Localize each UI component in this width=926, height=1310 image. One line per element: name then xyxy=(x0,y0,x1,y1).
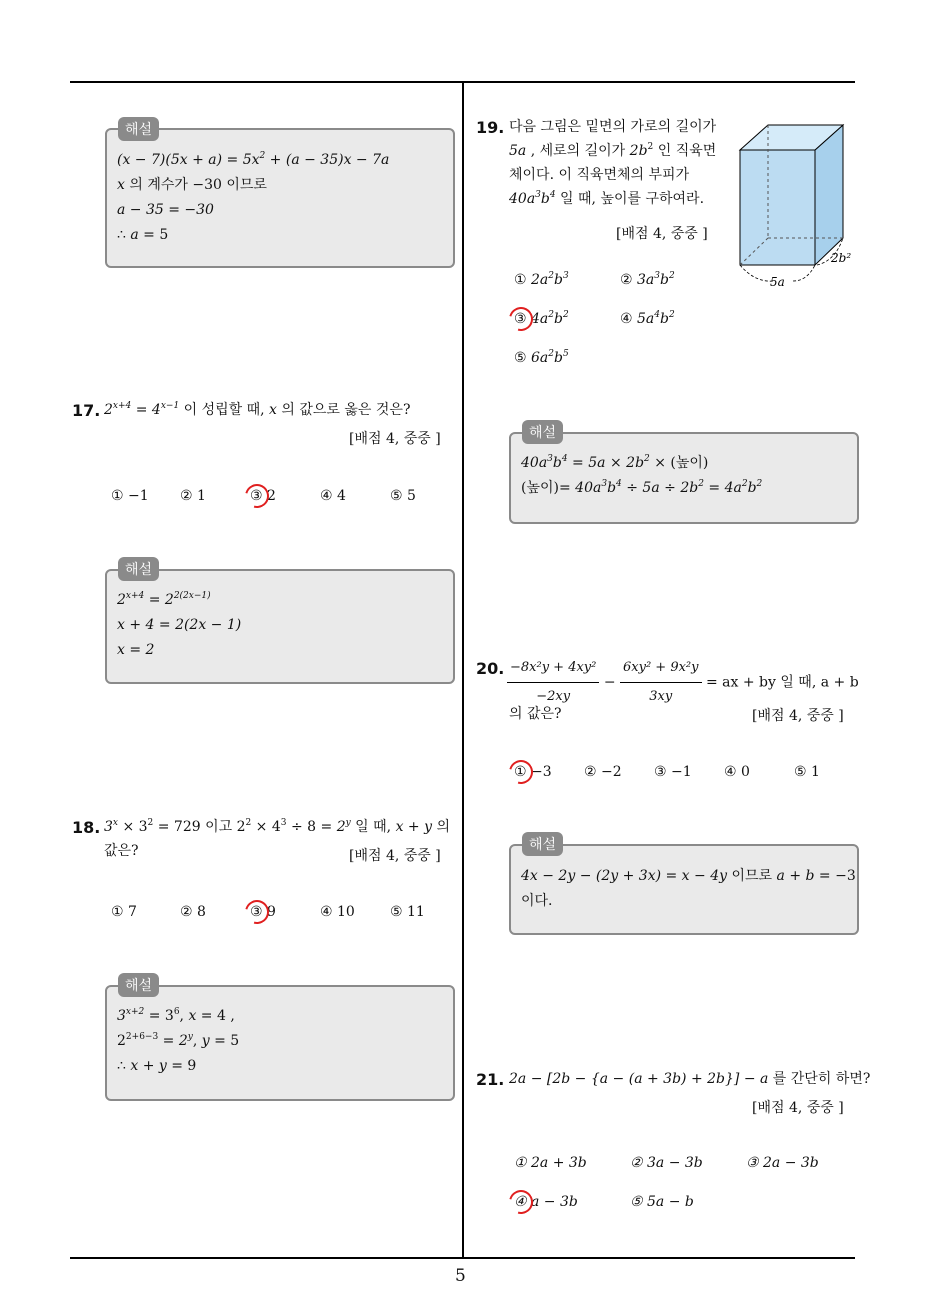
q18-sol-line-3: ∴ x + y = 9 xyxy=(117,1058,197,1074)
q17-number: 17. xyxy=(72,401,101,420)
q17-sol-line-1: $2^{x+4} = 2^{2(2x-1)}$ xyxy=(117,591,211,608)
q20-choice-1[interactable]: ① −3 xyxy=(514,764,552,780)
q20-score: [배점 4, 중중 ] xyxy=(752,708,844,724)
q16-sol-line-3: a − 35 = −30 xyxy=(117,202,214,218)
q21-number: 21. xyxy=(476,1070,505,1089)
cuboid-front-face xyxy=(740,150,815,265)
q18-solution-text xyxy=(117,1004,239,1079)
q21-choice-5[interactable]: ⑤ 5a − b xyxy=(630,1194,694,1210)
q19-score: [배점 4, 중중 ] xyxy=(616,226,708,242)
q18-solution-tag: 해설 xyxy=(118,973,159,997)
q20-choice-4[interactable]: ④ 0 xyxy=(724,764,750,780)
q20-equation-tail: = ax + by 일 때, a + b xyxy=(705,674,859,691)
column-divider xyxy=(462,81,464,1259)
q17-solution-text xyxy=(117,588,241,663)
q19-choice-5[interactable]: ⑤ $6a^2b^5$ xyxy=(514,349,569,366)
q18-choice-3[interactable]: ③ 9 xyxy=(250,904,276,920)
q16-sol-line-1: $(x - 7)(5x + a) = 5x^2 + (a - 35)x - 7a$ xyxy=(117,151,390,168)
q20-question-line-2: 의 값은? xyxy=(509,706,562,722)
q16-solution-text xyxy=(117,148,389,248)
q21-answer-mark xyxy=(505,1186,538,1219)
q17-sol-line-3: x = 2 xyxy=(117,642,155,658)
q17-sol-line-2: x + 4 = 2(2x − 1) xyxy=(117,617,242,633)
q18-choice-2[interactable]: ② 8 xyxy=(180,904,206,920)
q19-question: 다음 그림은 밑면의 가로의 길이가 5a , 세로의 길이가 $2b^2$ 인 직육면체이다. 이 직육면체의 부피가 $40a^3b^4$ 일 때, 높이를 구하여라. xyxy=(509,119,717,207)
q20-number: 20. xyxy=(476,659,505,678)
q21-choice-2[interactable]: ② 3a − 3b xyxy=(630,1155,703,1171)
page-number: 5 xyxy=(455,1266,466,1286)
q19-choice-2[interactable]: ② $3a^3b^2$ xyxy=(620,271,675,288)
q19-sol-line-2: (높이)= $40a^3b^4 \div 5a \div 2b^2 = 4a^2b^2$ xyxy=(521,479,763,496)
q16-sol-line-4: ∴ a = 5 xyxy=(117,227,169,243)
q19-choice-1[interactable]: ① $2a^2b^3$ xyxy=(514,271,569,288)
q21-choice-4[interactable]: ④ a − 3b xyxy=(514,1194,578,1210)
q21-choice-3[interactable]: ③ 2a − 3b xyxy=(746,1155,819,1171)
q18-choice-4[interactable]: ④ 10 xyxy=(320,904,355,920)
q20-answer-mark xyxy=(505,756,538,789)
q20-solution-text xyxy=(521,864,856,914)
q19-choice-3[interactable]: ③ $4a^2b^2$ xyxy=(514,310,569,327)
width-brace-right xyxy=(793,265,815,281)
q19-solution-text xyxy=(521,451,762,501)
q21-question: 2a − [2b − {a − (a + 3b) + 2b}] − a 를 간단히 하면? xyxy=(509,1071,871,1087)
q18-score: [배점 4, 중중 ] xyxy=(349,848,441,864)
q16-solution-tag: 해설 xyxy=(118,117,159,141)
figure-label-2b2: 2b² xyxy=(831,251,852,265)
q18-sol-line-1: $3^{x+2} = 3^6$, x = 4 , xyxy=(117,1007,235,1024)
q17-score: [배점 4, 중중 ] xyxy=(349,431,441,447)
q18-sol-line-2: $2^{2+6-3} = 2^y$, y = 5 xyxy=(117,1032,240,1049)
q17-solution-tag: 해설 xyxy=(118,557,159,581)
q19-solution-tag: 해설 xyxy=(522,420,563,444)
q20-sol-line-2: 이다. xyxy=(521,893,553,909)
q17-choice-5[interactable]: ⑤ 5 xyxy=(390,488,416,504)
q19-cuboid-figure xyxy=(735,115,860,295)
q18-question: $3^x \times 3^2 = 729$ 이고 $2^2 \times 4^3 \div 8 = 2^y$ 일 때, x + y 의 값은? xyxy=(104,818,450,859)
q17-choice-4[interactable]: ④ 4 xyxy=(320,488,346,504)
q17-question: $2^{x+4} = 4^{x-1}$ 이 성립할 때, x 의 값으로 옳은 것은? xyxy=(104,401,411,418)
q20-solution-tag: 해설 xyxy=(522,832,563,856)
q20-choice-3[interactable]: ③ −1 xyxy=(654,764,692,780)
q19-answer-mark xyxy=(505,303,538,336)
q18-number: 18. xyxy=(72,818,101,837)
q20-choice-5[interactable]: ⑤ 1 xyxy=(794,764,820,780)
q18-answer-mark xyxy=(241,896,274,929)
q16-sol-line-2: x 의 계수가 −30 이므로 xyxy=(117,177,267,193)
q20-question: $\frac{\text{−8x²y + 4xy²}}{-2xy}$ − $\frac{\text{6xy² + 9x²y}}{3xy}$ = ax + by 일 때, a + b xyxy=(507,656,859,709)
q17-answer-mark xyxy=(241,480,274,513)
q18-choice-5[interactable]: ⑤ 11 xyxy=(390,904,425,920)
q21-choice-1[interactable]: ① 2a + 3b xyxy=(514,1155,587,1171)
q18-choice-1[interactable]: ① 7 xyxy=(111,904,137,920)
q21-score: [배점 4, 중중 ] xyxy=(752,1100,844,1116)
q19-sol-line-1: $40a^3b^4 = 5a \times 2b^2$ × (높이) xyxy=(521,454,709,471)
figure-label-5a: 5a xyxy=(770,275,785,289)
q17-choice-2[interactable]: ② 1 xyxy=(180,488,206,504)
q19-choice-4[interactable]: ④ $5a^4b^2$ xyxy=(620,310,675,327)
q17-choice-1[interactable]: ① −1 xyxy=(111,488,149,504)
q17-choice-3[interactable]: ③ 2 xyxy=(250,488,276,504)
q20-choice-2[interactable]: ② −2 xyxy=(584,764,622,780)
q20-fraction-2: $\frac{\text{6xy² + 9x²y}}{3xy}$ xyxy=(620,656,701,709)
q20-fraction-1: $\frac{\text{−8x²y + 4xy²}}{-2xy}$ xyxy=(507,656,599,709)
q19-number: 19. xyxy=(476,118,505,137)
q20-sol-line-1: 4x − 2y − (2y + 3x) = x − 4y 이므로 a + b = −3 xyxy=(521,868,856,884)
